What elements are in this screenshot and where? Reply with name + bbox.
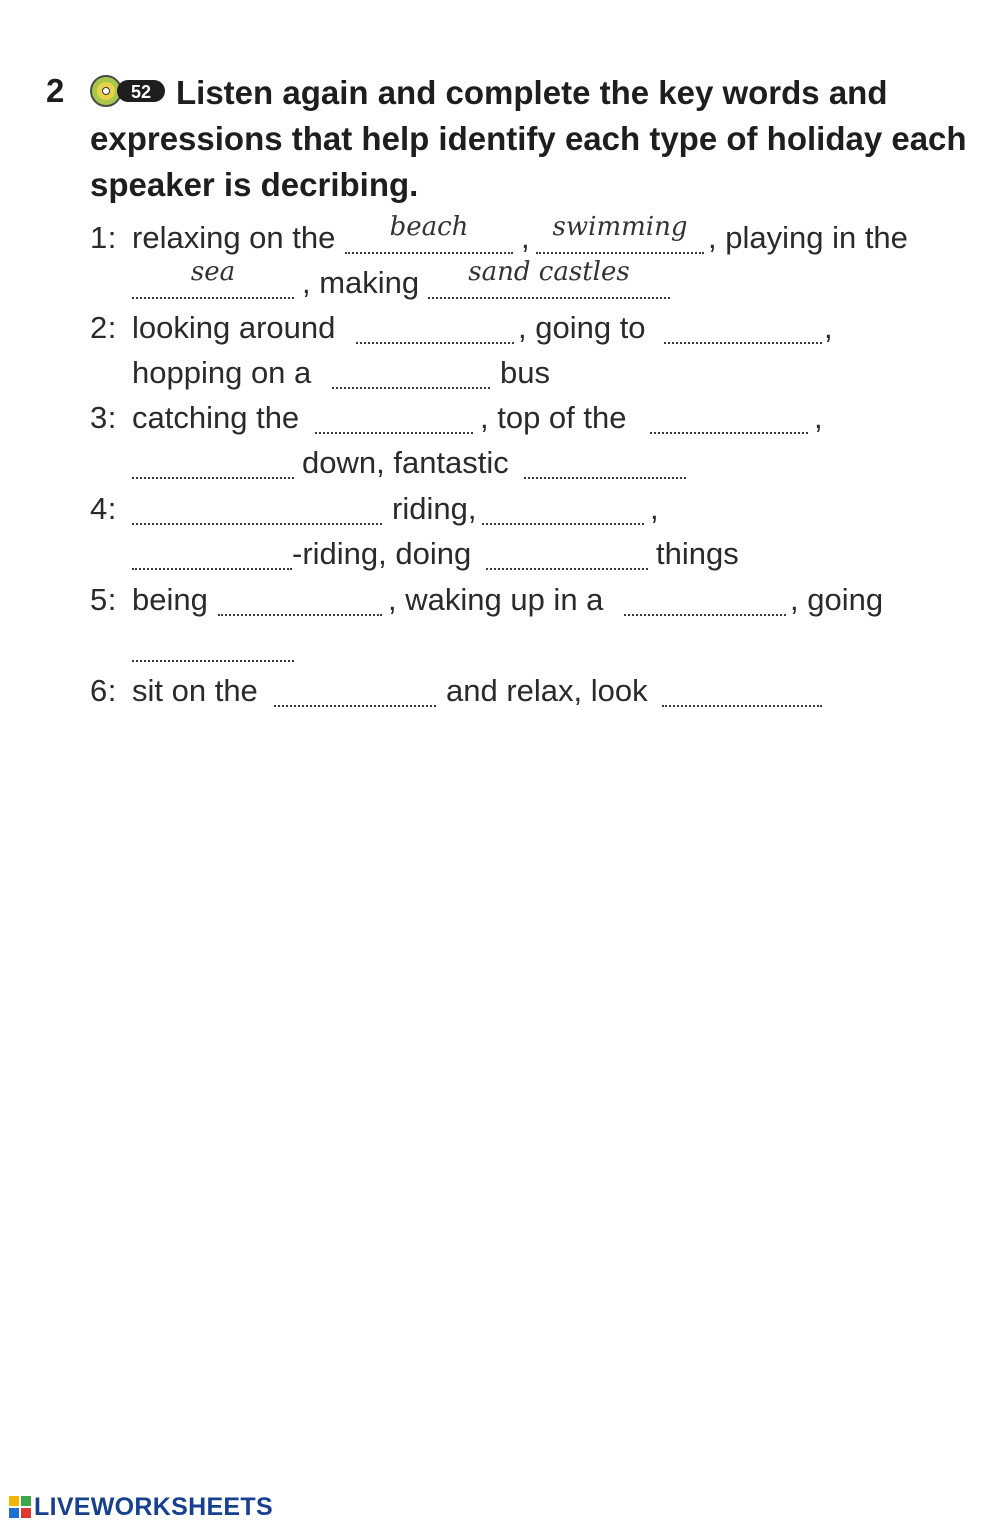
item-label: 1: [90,220,117,255]
item-text: relaxing on the [132,220,336,255]
answer-blank[interactable] [524,477,686,479]
item-text: , going to [518,310,646,345]
exercise-number: 2 [46,72,65,109]
answer-beach: beach [389,212,469,242]
answer-blank[interactable] [664,342,822,344]
item-text: riding, [392,491,477,526]
answer-blank[interactable] [332,387,490,389]
answer-blank[interactable] [624,614,786,616]
answer-blank[interactable] [274,705,436,707]
item-label: 4: [90,491,117,526]
answer-blank[interactable] [132,660,294,662]
answer-blank[interactable] [662,705,822,707]
item-label: 5: [90,582,117,617]
answer-blank[interactable] [218,614,382,616]
answer-blank[interactable] [132,297,294,299]
item-label: 6: [90,673,117,708]
answer-blank[interactable] [428,297,670,299]
answer-blank[interactable] [482,523,644,525]
answer-blank[interactable] [486,568,648,570]
item-text: being [132,582,208,617]
answer-blank[interactable] [315,432,473,434]
answer-blank[interactable] [536,252,704,254]
item-text: bus [500,355,550,390]
answer-blank[interactable] [356,342,514,344]
item-text: , playing in the [708,220,908,255]
answer-blank[interactable] [345,252,513,254]
item-text: , top of the [480,400,627,435]
item-text: , [824,310,833,345]
item-label: 3: [90,400,117,435]
item-text: and relax, look [446,673,648,708]
item-text: hopping on a [132,355,312,390]
item-5-line-1 [90,582,970,626]
item-text: , making [302,265,420,300]
item-text: , waking up in a [388,582,604,617]
item-4-line-2 [90,536,970,580]
answer-swimming: swimming [552,212,688,242]
item-label: 2: [90,310,117,345]
item-6-line-1 [90,673,970,717]
item-3-line-1 [90,400,970,444]
answer-blank[interactable] [132,523,382,525]
liveworksheets-footer [8,1492,273,1522]
exercise-instruction: Listen again and complete the key words and expressions that help identify each type of holiday each speaker is decribing. [90,74,967,203]
item-text: catching the [132,400,300,435]
item-text: , [521,220,530,255]
item-3-line-2 [90,445,970,489]
liveworksheets-brand: LIVEWORKSHEETS [34,1492,273,1521]
item-text: down, fantastic [302,445,509,480]
item-text: , [650,491,659,526]
answer-sand-castles: sand castles [468,257,630,287]
item-text: -riding, doing [292,536,472,571]
item-text: , [814,400,823,435]
liveworksheets-logo-icon [8,1495,32,1519]
answer-sea: sea [190,257,236,287]
item-text: things [656,536,739,571]
item-2-line-1 [90,310,970,354]
item-text: , going [790,582,884,617]
answer-blank[interactable] [132,568,292,570]
item-4-line-1 [90,491,970,535]
item-5-line-2 [90,628,970,672]
item-1-line-2 [90,257,970,309]
answer-blank[interactable] [650,432,808,434]
item-text: sit on the [132,673,258,708]
item-text: looking around [132,310,336,345]
audio-track-number: 52 [130,82,152,102]
item-2-line-2 [90,355,970,399]
answer-blank[interactable] [132,477,294,479]
